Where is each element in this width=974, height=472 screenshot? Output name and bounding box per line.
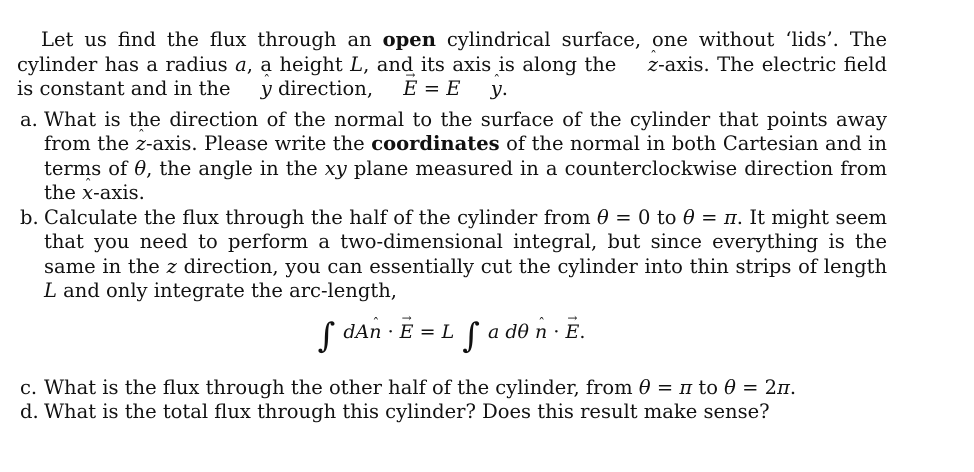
question-list [17, 108, 887, 425]
equals-sign: = [615, 205, 632, 229]
equals-sign: = [701, 205, 718, 229]
equals-sign: = [656, 375, 674, 399]
to-word: to [698, 375, 718, 399]
question-text: and only integrate the arc-length, [56, 279, 397, 302]
question-marker: c. [20, 375, 38, 399]
intro-paragraph: Let us find the flux through an open cylindrical surface, one without ‘lids’. The cylinder has a radius a, a height L, and its axis is along the z ˆ-axis. The electric field is constant and in the y ˆ direction, E → = E y ˆ. [17, 28, 887, 102]
question-text: -axis. Please write the [145, 132, 372, 155]
to-word: to [656, 205, 677, 229]
theta-symbol: θ [597, 205, 609, 229]
z-hat-symbol: z ˆ [624, 53, 658, 78]
dot-operator: · [553, 320, 560, 343]
intro-text: , a height [246, 52, 351, 76]
length-symbol: L [441, 320, 455, 343]
intro-bold-open: open [382, 28, 436, 51]
question-d [17, 400, 887, 425]
pi-symbol: π [777, 375, 790, 399]
question-text: Calculate the flux through the half of the cylinder from [44, 205, 598, 229]
problem-text [17, 28, 887, 425]
theta-symbol: θ [682, 205, 695, 229]
question-marker: b. [20, 205, 39, 229]
intro-text: direction, [271, 77, 380, 100]
radius-symbol: a [488, 320, 500, 343]
question-b [17, 206, 887, 354]
dot-operator: · [387, 320, 394, 343]
question-text: . It might seem that you need to perform a two-dimensional integral, but since everything is the same in the [44, 205, 888, 278]
question-text: direction, you can essentially cut the cylinder into thin strips of length [176, 254, 887, 278]
height-symbol: L [350, 52, 364, 76]
e-symbol: E [446, 77, 461, 100]
pi-symbol: π [723, 205, 737, 229]
question-c: c. What is the flux through the other half of the cylinder, from θ = π to θ = 2π. [20, 375, 797, 399]
zero-value: 0 [638, 205, 651, 229]
z-hat-symbol: z ˆ [136, 132, 146, 157]
n-hat-symbol: n ˆ [369, 314, 381, 350]
y-hat-symbol: y ˆ [237, 77, 272, 102]
question-text: of the normal in both Cartesian and in terms of [44, 132, 887, 180]
question-a [17, 108, 887, 206]
question-text: What is the direction of the normal to the surface of the cylinder that points away from the [44, 107, 887, 155]
intro-text: , and its axis is along the [363, 52, 624, 76]
e-vector-symbol: E → [379, 77, 417, 102]
y-hat-symbol: y ˆ [467, 77, 502, 102]
equals-sign: = [423, 77, 441, 100]
e-vector-symbol: E → [565, 314, 579, 350]
intro-text: -axis. The electric field is constant and in the [17, 52, 887, 100]
theta-symbol: θ [134, 156, 147, 180]
question-marker: d. [20, 400, 39, 423]
pi-symbol: π [679, 375, 693, 399]
bold-coordinates: coordinates [371, 132, 500, 155]
z-symbol: z [166, 254, 177, 278]
d-symbol: d [505, 320, 518, 343]
intro-text: cylindrical surface, one without ‘lids’. The cylinder has a radius [17, 28, 887, 76]
x-hat-symbol: x ˆ [82, 181, 93, 206]
question-text: plane measured in a counterclockwise direction from the [44, 156, 887, 204]
equals-sign: = [419, 320, 436, 343]
question-text: -axis. [93, 181, 145, 204]
da-symbol: dA [343, 320, 370, 343]
question-marker: a. [20, 107, 38, 131]
equals-sign: = [742, 375, 759, 399]
flux-integral-equation: ∫ dAn ˆ · E → = L ∫ a dθ n ˆ · E →. [44, 314, 887, 354]
question-text: , the angle in the [146, 156, 325, 180]
n-hat-symbol: n ˆ [535, 314, 547, 350]
integral-sign: ∫ [317, 315, 336, 356]
question-text: What is the total flux through this cylinder? Does this result make sense? [44, 400, 770, 423]
theta-symbol: θ [517, 320, 529, 343]
theta-symbol: θ [638, 375, 651, 399]
intro-text: Let us find the flux through an [41, 28, 383, 51]
radius-symbol: a [235, 52, 247, 76]
two-value: 2 [764, 375, 778, 399]
e-vector-symbol: E → [400, 314, 414, 350]
question-text: What is the flux through the other half of the cylinder, from [44, 375, 639, 399]
theta-symbol: θ [724, 375, 736, 399]
length-symbol: L [44, 279, 57, 302]
xy-symbol: xy [324, 156, 347, 180]
integral-sign: ∫ [462, 315, 480, 356]
